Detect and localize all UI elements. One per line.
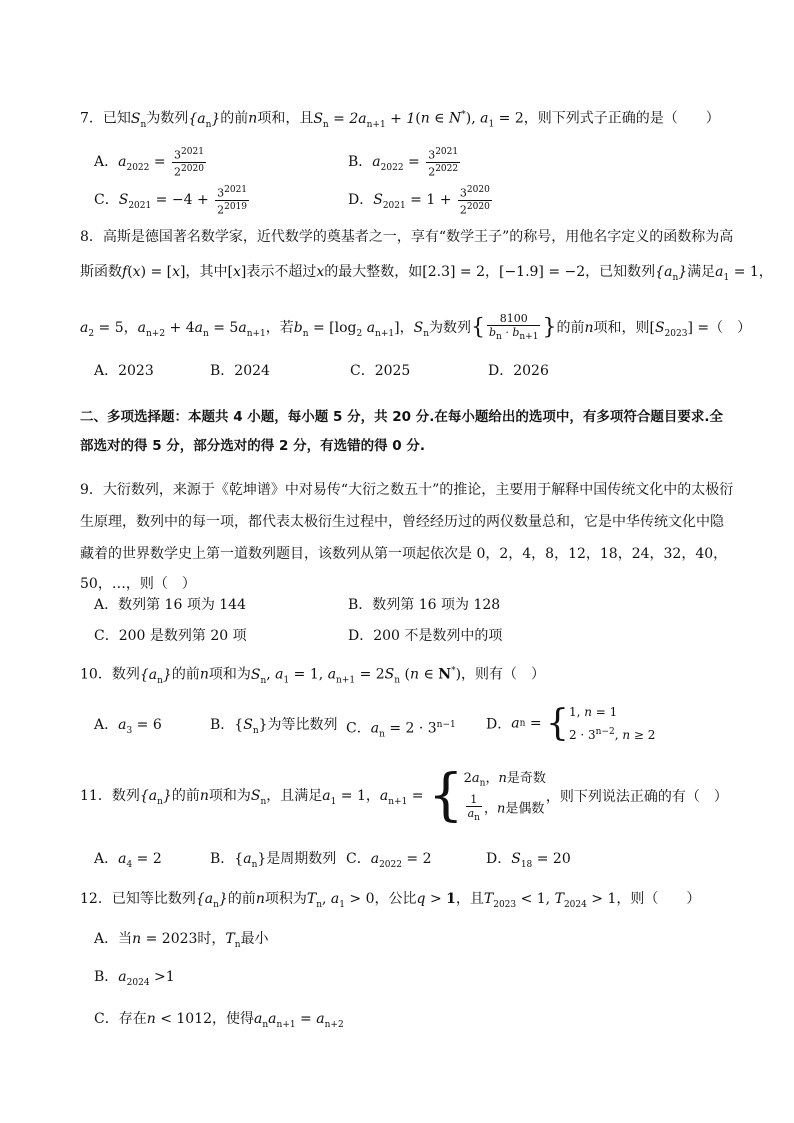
- q10-option-b[interactable]: B．$\{S_n\}$为等比数列: [210, 717, 338, 736]
- q7-option-c[interactable]: C．$S_{2021} = -4$ + $\frac{3^{2021}}{2^{2019}}$: [94, 185, 248, 217]
- q11-stem: 11．数列$\{a_n\}$的前n项和为$S_n$，且满足$a_1 = 1$，$a_{n+1}$ = { $2a_n$，n是奇数 $\frac{1}{a_n}$ ，n是偶数 ，则下列说法正确的有（ ）: [80, 763, 728, 828]
- option-label: B．: [348, 154, 373, 171]
- option-text: ，使得: [212, 1011, 255, 1027]
- option-label: D．: [348, 192, 374, 209]
- q8-line2: 斯函数f(x) = [x]，其中[x]表示不超过x的最大整数，如[2.3] = 2，[−1.9] = −2，已知数列$\{a_n\}$满足$a_1 = 1$，: [80, 264, 773, 283]
- option-label: D．: [486, 851, 512, 867]
- q9-option-a[interactable]: A．数列第 16 项为 144: [94, 597, 246, 613]
- option-label: B．: [210, 717, 235, 733]
- q12-option-c[interactable]: C．存在n < 1012，使得$a_na_{n+1} = a_{n+2}$: [94, 1011, 344, 1030]
- option-text: 时，: [197, 931, 226, 947]
- option-label: A．: [94, 851, 119, 867]
- text: 为数列: [146, 110, 189, 127]
- text: 项和为: [208, 666, 251, 683]
- text: ，则下列说法正确的有（ ）: [545, 789, 728, 805]
- q9-line4: 50，…，则（ ）: [80, 576, 196, 592]
- text: ，若: [265, 320, 294, 337]
- text: 的前: [227, 891, 256, 907]
- q10-option-a[interactable]: A．$a_3 = 6$: [94, 717, 162, 736]
- q10-option-d[interactable]: D．an = { 1, n = 1 $2 \cdot 3^{n-2}$, n ≥ 2: [486, 702, 656, 744]
- q8-line1: 8．高斯是德国著名数学家，近代数学的奠基者之一，享有“数学王子”的称号，用他名字定义的函数称为高: [80, 229, 734, 245]
- q10-option-c[interactable]: C．$a_n = 2 \cdot 3^{n-1}$: [346, 720, 456, 740]
- text: 的前: [171, 788, 200, 805]
- case-text: 是偶数: [505, 801, 545, 817]
- text: 的前: [556, 320, 585, 337]
- text: 的前: [171, 666, 200, 683]
- text: ，且: [455, 891, 484, 907]
- text: 7．已知: [80, 110, 131, 127]
- q12-option-b[interactable]: B．$a_{2024} >1$: [94, 969, 175, 988]
- option-label: B．: [210, 851, 235, 867]
- text: 斯函数: [80, 264, 122, 280]
- q7-option-b[interactable]: B．$a_{2022}$ = $\frac{3^{2021}}{2^{2022}}$: [348, 147, 459, 179]
- text: 项积为: [264, 891, 307, 907]
- text: （ ）: [709, 320, 752, 337]
- option-label: D．: [486, 716, 512, 733]
- text: 满足: [687, 264, 716, 280]
- option-label: C．: [94, 192, 119, 209]
- q12-option-a[interactable]: A．当n = 2023时，$T_n$最小: [94, 931, 269, 950]
- q9-option-b[interactable]: B．数列第 16 项为 128: [348, 597, 501, 613]
- text: 的前: [220, 110, 249, 127]
- option-label: C．: [346, 851, 371, 867]
- case-text: 是奇数: [506, 771, 546, 787]
- section-heading: 二、多项选择题：本题共 4 小题，每小题 5 分，共 20 分.在每小题给出的选项中，有多项符合题目要求.全: [80, 409, 724, 425]
- text: 项和，则: [593, 320, 650, 337]
- q9-line2: 生原理，数列中的每一项，都代表太极衍生过程中，曾经经历过的两仪数量总和，它是中华传统文化中隐: [80, 514, 724, 530]
- section-heading-line2: 部选对的得 5 分，部分选对的得 2 分，有选错的得 0 分.: [80, 438, 426, 454]
- option-label: A．: [94, 154, 119, 171]
- q9-option-c[interactable]: C．200 是数列第 20 项: [94, 628, 247, 644]
- text: ，已知数列: [585, 264, 656, 280]
- text: ，且满足: [266, 788, 323, 805]
- q7-option-a[interactable]: A．$a_{2022}$ = $\frac{3^{2021}}{2^{2020}}$: [94, 147, 204, 179]
- q11-option-c[interactable]: C．$a_{2022} = 2$: [346, 851, 432, 870]
- q9-line3: 藏着的世界数学史上第一道数列题目，该数列从第一项起依次是 0，2，4，8，12，18，24，32，40，: [80, 546, 728, 562]
- q9-line1: 9．大衍数列，来源于《乾坤谱》中对易传“大衍之数五十”的推论，主要用于解释中国传统文化中的太极衍: [80, 482, 734, 498]
- option-label: C．: [346, 720, 371, 737]
- text: ，则（ ）: [616, 891, 701, 907]
- q12-stem: 12．已知等比数列$\{a_n\}$的前n项积为$T_n$, $a_1 > 0$，公比q > 1，且$T_{2023} < 1$, $T_{2024} > 1$，则（ ）: [80, 891, 701, 910]
- text: 表示不超过: [246, 264, 317, 280]
- q9-option-d[interactable]: D．200 不是数列中的项: [348, 628, 503, 644]
- q7-option-d[interactable]: D．$S_{2021} = 1$ + $\frac{3^{2020}}{2^{2020}}$: [348, 185, 490, 217]
- option-text: 为等比数列: [267, 717, 338, 733]
- text: 为数列: [428, 320, 471, 337]
- text: ，则有（ ）: [461, 666, 546, 683]
- q8-option-d[interactable]: D．2026: [488, 363, 549, 379]
- text: ，: [365, 788, 380, 805]
- option-label: B．: [94, 969, 119, 985]
- option-label: A．: [94, 717, 119, 733]
- text: 项和为: [208, 788, 251, 805]
- q8-line3: $a_2 = 5$，$a_{n+2} + 4a_n = 5a_{n+1}$，若$b_n = [\log_2$ $a_{n+1}$]，$S_n$为数列{ $\frac{8100}{b_n \cdot b_{n+1}}$ }的前n项和，则$[S_{2023}]$ =（ ）: [80, 312, 752, 343]
- q8-option-a[interactable]: A．2023: [94, 363, 154, 379]
- text: 11．数列: [80, 788, 140, 805]
- text: 10．数列: [80, 666, 140, 683]
- q11-option-a[interactable]: A．$a_4 = 2$: [94, 851, 162, 870]
- option-text: C．存在: [94, 1011, 147, 1027]
- option-text: A．当: [94, 931, 133, 947]
- option-text: 最小: [240, 931, 269, 947]
- text: ，公比: [374, 891, 417, 907]
- text: 12．已知等比数列: [80, 891, 196, 907]
- text: 的最大整数，如: [324, 264, 423, 280]
- text: ，其中: [185, 264, 228, 280]
- q8-option-b[interactable]: B．2024: [210, 363, 270, 379]
- q11-option-d[interactable]: D．$S_{18} = 20$: [486, 851, 571, 870]
- text: 项和，且: [257, 110, 314, 127]
- q8-option-c[interactable]: C．2025: [350, 363, 411, 379]
- q7-stem: 7．已知$S_n$为数列$\{a_n\}$的前n项和，且$S_n = 2a_{n+1} + 1(n$ ∈ N*), $a_1 = 2$，则下列式子正确的是（ ）: [80, 110, 720, 130]
- option-text: 是周期数列: [266, 851, 337, 867]
- q11-option-b[interactable]: B．$\{a_n\}$是周期数列: [210, 851, 337, 870]
- text: ，则下列式子正确的是（ ）: [523, 110, 720, 127]
- q10-stem: 10．数列$\{a_n\}$的前n项和为$S_n$, $a_1 = 1$, $a_{n+1} = 2S_n$ (n ∈ N*)，则有（ ）: [80, 666, 546, 686]
